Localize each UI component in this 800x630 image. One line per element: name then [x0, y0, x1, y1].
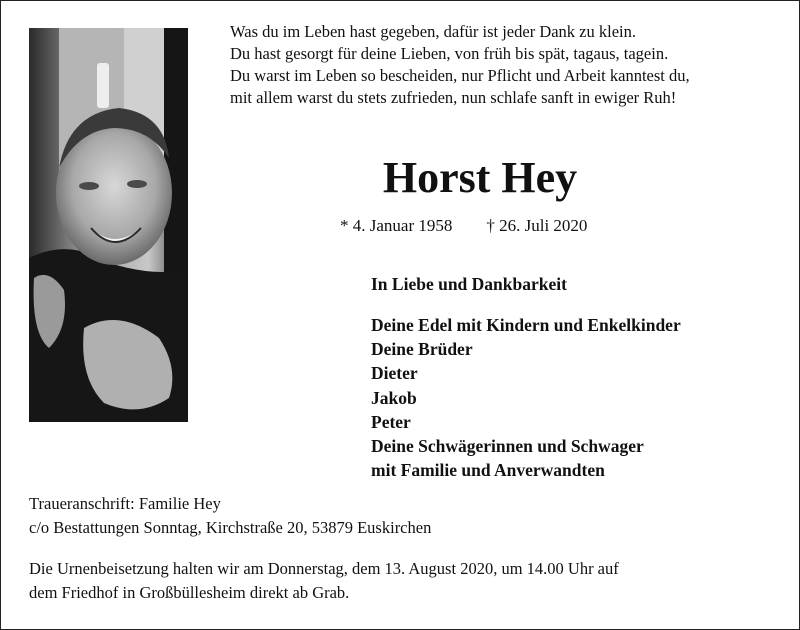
portrait-photo: [29, 28, 188, 422]
mourner-line: Jakob: [371, 387, 417, 408]
burial-notice: [29, 557, 619, 605]
mourner-line: Dieter: [371, 363, 418, 384]
poem-line: Du hast gesorgt für deine Lieben, von früh bis spät, tagaus, tagein.: [230, 44, 669, 63]
burial-line: dem Friedhof in Großbüllesheim direkt ab Grab.: [29, 583, 350, 602]
mourner-line: Peter: [371, 411, 411, 432]
life-dates: [340, 214, 587, 238]
poem-line: mit allem warst du stets zufrieden, nun schlafe sanft in ewiger Ruh!: [230, 88, 677, 107]
mourning-address: [29, 492, 431, 540]
mourner-line: Deine Brüder: [371, 339, 473, 360]
birth-date: * 4. Januar 1958: [340, 216, 453, 235]
poem-line: Was du im Leben hast gegeben, dafür ist jeder Dank zu klein.: [230, 22, 636, 41]
poem-line: Du warst im Leben so bescheiden, nur Pflicht und Arbeit kanntest du,: [230, 66, 690, 85]
mourner-line: mit Familie und Anverwandten: [371, 460, 605, 481]
mourners-list: [371, 313, 681, 482]
death-date: † 26. Juli 2020: [486, 216, 588, 235]
burial-line: Die Urnenbeisetzung halten wir am Donnerstag, dem 13. August 2020, um 14.00 Uhr auf: [29, 559, 619, 578]
mourner-line: Deine Schwägerinnen und Schwager: [371, 436, 644, 457]
dedication: In Liebe und Dankbarkeit: [371, 274, 567, 294]
portrait-image: [29, 28, 188, 422]
address-line: Traueranschrift: Familie Hey: [29, 494, 221, 513]
deceased-name: Horst Hey: [382, 153, 578, 202]
address-line: c/o Bestattungen Sonntag, Kirchstraße 20, 53879 Euskirchen: [29, 518, 432, 537]
mourner-line: Deine Edel mit Kindern und Enkelkinder: [371, 315, 681, 335]
poem: [230, 21, 790, 109]
